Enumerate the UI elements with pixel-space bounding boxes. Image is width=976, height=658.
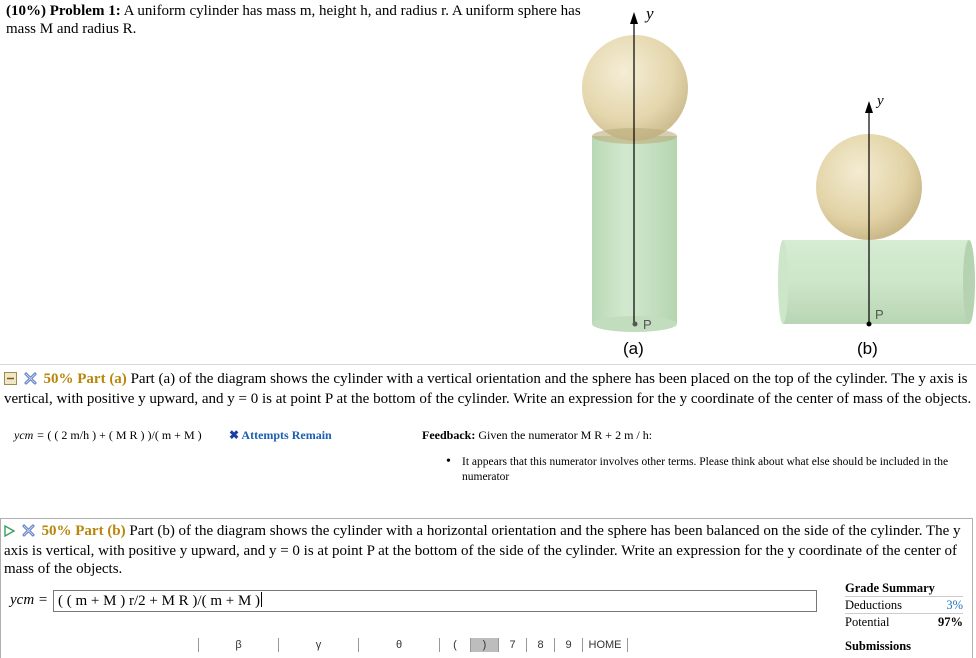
- keypad: [198, 638, 628, 652]
- part-a-title: 50% Part (a): [43, 371, 127, 387]
- y-axis-b-arrow: [865, 101, 873, 113]
- sphere-on-top: [582, 35, 688, 141]
- feedback-text: Given the numerator M R + 2 m / h:: [478, 428, 653, 442]
- key-beta[interactable]: β: [198, 638, 278, 652]
- feedback-item: • It appears that this numerator involves other terms. Please think about what else should be included in the numerator: [446, 455, 956, 485]
- point-label-b: P: [875, 307, 884, 322]
- key-8[interactable]: 8: [526, 638, 554, 652]
- divider: [0, 364, 976, 365]
- potential-row: [845, 615, 963, 630]
- answer-input[interactable]: [53, 590, 817, 612]
- attempts-label: Attempts Remain: [241, 428, 332, 442]
- problem-statement: [6, 2, 581, 38]
- problem-text: A uniform cylinder has mass m, height h, and radius r. A uniform sphere has mass M and radius R.: [6, 3, 581, 37]
- part-b-text: Part (b) of the diagram shows the cylinder with a horizontal orientation and the sphere has been balanced on the side of the cylinder. The y axis is vertical, with positive y upward, and y = 0 is at point P at the bottom of the side of the cylinder. Write an expression for the y coordinate of the center of mass of the objects.: [4, 523, 961, 577]
- grade-summary: [845, 581, 963, 630]
- problem-diagram: [575, 0, 976, 365]
- attempts-remain: [229, 428, 332, 443]
- grade-summary-title: Grade Summary: [845, 581, 963, 597]
- key-close-paren[interactable]: ): [470, 638, 498, 652]
- key-7[interactable]: 7: [498, 638, 526, 652]
- part-a-answer: ( ( 2 m/h ) + ( M R ) )/( m + M ): [47, 428, 202, 442]
- part-b-prompt: [4, 522, 964, 578]
- submissions-label: Submissions: [845, 639, 912, 653]
- expand-arrow-icon[interactable]: [4, 524, 15, 542]
- potential-value: 97%: [938, 615, 963, 629]
- key-open-paren[interactable]: (: [439, 638, 470, 652]
- caption-b: (b): [857, 339, 878, 358]
- axis-label-a: y: [646, 4, 654, 23]
- part-b-answer-label: ycm =: [10, 592, 49, 608]
- point-p-b: [867, 322, 872, 327]
- incorrect-x-icon-b: [22, 524, 35, 542]
- feedback: [422, 428, 652, 443]
- feedback-list: [446, 455, 956, 485]
- point-label-a: P: [643, 317, 652, 332]
- key-theta[interactable]: θ: [358, 638, 439, 652]
- part-a-text: Part (a) of the diagram shows the cylinder with a vertical orientation and the sphere has been placed on the top of the cylinder. The y axis is vertical, with positive y upward, and y = 0 is at point P at the bottom of the cylinder. Write an expression for the y coordinate of the center of mass of the objects.: [4, 371, 972, 407]
- part-a-answer-label: ycm =: [14, 428, 45, 442]
- problem-label: (10%) Problem 1:: [6, 3, 121, 19]
- key-9[interactable]: 9: [554, 638, 582, 652]
- collapse-toggle-icon[interactable]: [4, 372, 17, 390]
- potential-label: Potential: [845, 615, 890, 629]
- deductions-value: 3%: [946, 598, 963, 612]
- y-axis-a-arrow: [630, 12, 638, 24]
- key-gamma[interactable]: γ: [278, 638, 358, 652]
- key-home[interactable]: HOME: [582, 638, 628, 652]
- point-p-a: [633, 322, 638, 327]
- text-caret: [261, 592, 262, 607]
- caption-a: (a): [623, 339, 644, 358]
- deductions-row: [845, 598, 963, 614]
- incorrect-x-icon: [24, 372, 37, 390]
- part-a-prompt: [4, 370, 972, 408]
- deductions-label: Deductions: [845, 598, 902, 612]
- axis-label-b: y: [877, 93, 884, 109]
- part-b-title: 50% Part (b): [41, 523, 126, 539]
- answer-text: ( ( m + M ) r/2 + M R )/( m + M ): [58, 593, 261, 609]
- attempts-x-icon: ✖: [229, 428, 240, 442]
- part-a-submitted-answer: [14, 428, 202, 443]
- feedback-label: Feedback:: [422, 428, 476, 442]
